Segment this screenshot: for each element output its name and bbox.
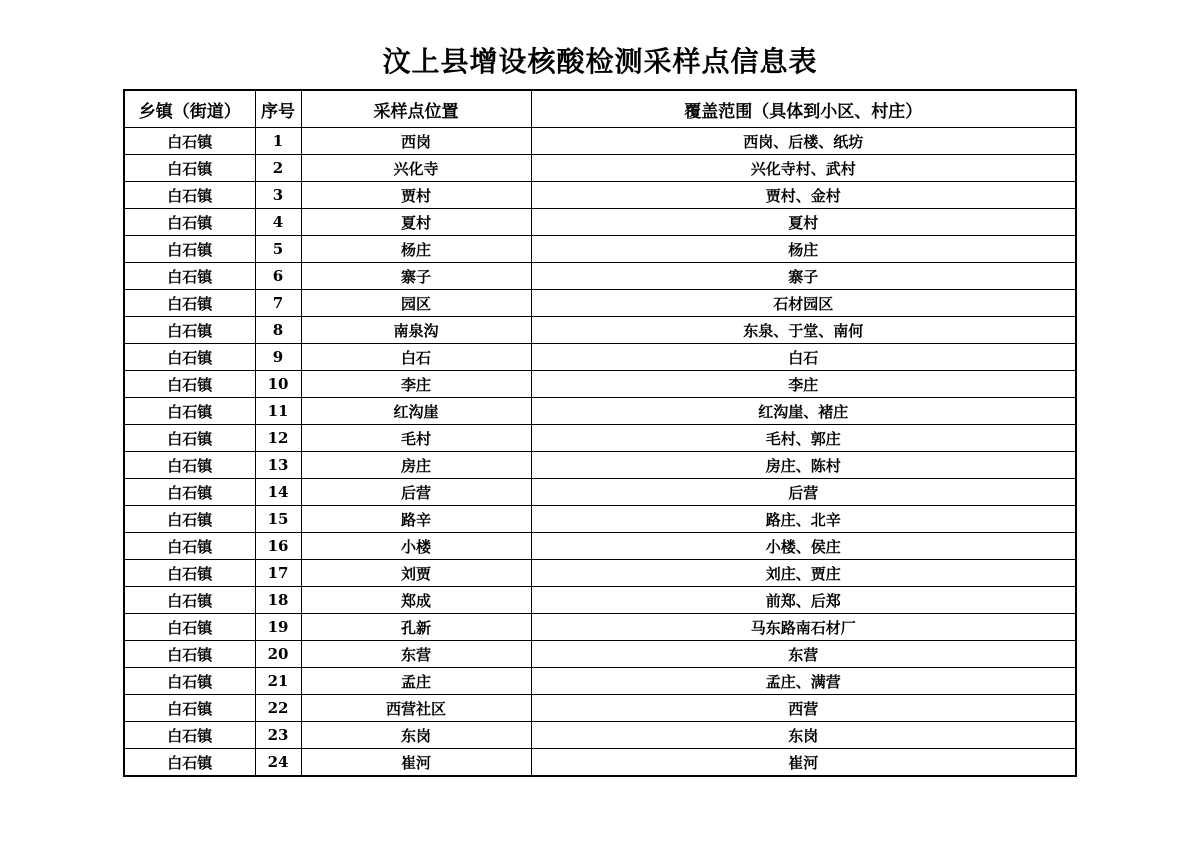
cell-town: 白石镇	[124, 722, 255, 749]
table-row	[124, 425, 1076, 452]
table-row	[124, 722, 1076, 749]
table-row	[124, 479, 1076, 506]
cell-coverage: 寨子	[531, 263, 1076, 290]
cell-town: 白石镇	[124, 371, 255, 398]
cell-site: 崔河	[301, 749, 531, 777]
table-row	[124, 695, 1076, 722]
cell-coverage: 前郑、后郑	[531, 587, 1076, 614]
header-coverage: 覆盖范围（具体到小区、村庄）	[531, 90, 1076, 128]
cell-number: 4	[255, 209, 301, 236]
table-row	[124, 452, 1076, 479]
cell-town: 白石镇	[124, 317, 255, 344]
cell-site: 园区	[301, 290, 531, 317]
cell-coverage: 白石	[531, 344, 1076, 371]
cell-coverage: 东泉、于堂、南何	[531, 317, 1076, 344]
cell-site: 寨子	[301, 263, 531, 290]
cell-coverage: 红沟崖、褚庄	[531, 398, 1076, 425]
cell-site: 孔新	[301, 614, 531, 641]
cell-town: 白石镇	[124, 587, 255, 614]
cell-site: 贾村	[301, 182, 531, 209]
cell-coverage: 房庄、陈村	[531, 452, 1076, 479]
table-row	[124, 317, 1076, 344]
cell-number: 24	[255, 749, 301, 777]
cell-site: 西岗	[301, 128, 531, 155]
table-row	[124, 587, 1076, 614]
cell-site: 兴化寺	[301, 155, 531, 182]
cell-number: 11	[255, 398, 301, 425]
cell-site: 后营	[301, 479, 531, 506]
cell-site: 西营社区	[301, 695, 531, 722]
cell-town: 白石镇	[124, 128, 255, 155]
cell-coverage: 东岗	[531, 722, 1076, 749]
table-row	[124, 641, 1076, 668]
cell-site: 白石	[301, 344, 531, 371]
cell-town: 白石镇	[124, 506, 255, 533]
table-row	[124, 236, 1076, 263]
cell-coverage: 毛村、郭庄	[531, 425, 1076, 452]
cell-town: 白石镇	[124, 344, 255, 371]
cell-coverage: 路庄、北辛	[531, 506, 1076, 533]
table-body	[124, 128, 1076, 777]
cell-site: 刘贾	[301, 560, 531, 587]
cell-coverage: 兴化寺村、武村	[531, 155, 1076, 182]
header-site: 采样点位置	[301, 90, 531, 128]
cell-coverage: 西营	[531, 695, 1076, 722]
cell-town: 白石镇	[124, 290, 255, 317]
cell-coverage: 西岗、后楼、纸坊	[531, 128, 1076, 155]
cell-town: 白石镇	[124, 533, 255, 560]
cell-coverage: 孟庄、满营	[531, 668, 1076, 695]
cell-coverage: 夏村	[531, 209, 1076, 236]
cell-site: 李庄	[301, 371, 531, 398]
cell-coverage: 刘庄、贾庄	[531, 560, 1076, 587]
cell-town: 白石镇	[124, 641, 255, 668]
cell-number: 14	[255, 479, 301, 506]
cell-town: 白石镇	[124, 749, 255, 777]
table-row	[124, 128, 1076, 155]
cell-number: 15	[255, 506, 301, 533]
cell-number: 7	[255, 290, 301, 317]
cell-town: 白石镇	[124, 479, 255, 506]
table-row	[124, 668, 1076, 695]
cell-site: 孟庄	[301, 668, 531, 695]
cell-site: 杨庄	[301, 236, 531, 263]
table-row	[124, 506, 1076, 533]
table-row	[124, 209, 1076, 236]
cell-town: 白石镇	[124, 452, 255, 479]
table-row	[124, 371, 1076, 398]
cell-town: 白石镇	[124, 236, 255, 263]
cell-number: 18	[255, 587, 301, 614]
table-row	[124, 263, 1076, 290]
cell-coverage: 马东路南石材厂	[531, 614, 1076, 641]
cell-coverage: 小楼、侯庄	[531, 533, 1076, 560]
cell-coverage: 杨庄	[531, 236, 1076, 263]
table-row	[124, 560, 1076, 587]
cell-site: 东营	[301, 641, 531, 668]
cell-number: 19	[255, 614, 301, 641]
cell-number: 8	[255, 317, 301, 344]
cell-coverage: 崔河	[531, 749, 1076, 777]
table-header-row	[124, 90, 1076, 128]
cell-coverage: 李庄	[531, 371, 1076, 398]
header-town: 乡镇（街道）	[124, 90, 255, 128]
cell-coverage: 东营	[531, 641, 1076, 668]
cell-town: 白石镇	[124, 425, 255, 452]
table-row	[124, 533, 1076, 560]
cell-number: 22	[255, 695, 301, 722]
cell-number: 1	[255, 128, 301, 155]
cell-number: 5	[255, 236, 301, 263]
table-row	[124, 614, 1076, 641]
cell-site: 房庄	[301, 452, 531, 479]
cell-site: 南泉沟	[301, 317, 531, 344]
cell-site: 夏村	[301, 209, 531, 236]
table-row	[124, 398, 1076, 425]
cell-town: 白石镇	[124, 398, 255, 425]
sampling-sites-table	[123, 89, 1077, 777]
cell-number: 6	[255, 263, 301, 290]
cell-town: 白石镇	[124, 263, 255, 290]
cell-number: 3	[255, 182, 301, 209]
cell-town: 白石镇	[124, 695, 255, 722]
cell-number: 16	[255, 533, 301, 560]
cell-site: 毛村	[301, 425, 531, 452]
cell-site: 东岗	[301, 722, 531, 749]
cell-number: 21	[255, 668, 301, 695]
cell-number: 12	[255, 425, 301, 452]
cell-site: 红沟崖	[301, 398, 531, 425]
table-row	[124, 749, 1076, 777]
cell-number: 9	[255, 344, 301, 371]
cell-number: 17	[255, 560, 301, 587]
cell-number: 2	[255, 155, 301, 182]
page-title: 汶上县增设核酸检测采样点信息表	[382, 45, 818, 78]
cell-number: 10	[255, 371, 301, 398]
cell-coverage: 后营	[531, 479, 1076, 506]
cell-number: 23	[255, 722, 301, 749]
table-row	[124, 290, 1076, 317]
cell-site: 小楼	[301, 533, 531, 560]
table-row	[124, 182, 1076, 209]
cell-town: 白石镇	[124, 155, 255, 182]
cell-town: 白石镇	[124, 182, 255, 209]
cell-number: 20	[255, 641, 301, 668]
cell-town: 白石镇	[124, 614, 255, 641]
cell-site: 郑成	[301, 587, 531, 614]
header-number: 序号	[255, 90, 301, 128]
cell-number: 13	[255, 452, 301, 479]
cell-town: 白石镇	[124, 209, 255, 236]
cell-site: 路辛	[301, 506, 531, 533]
cell-town: 白石镇	[124, 560, 255, 587]
table-row	[124, 344, 1076, 371]
cell-coverage: 贾村、金村	[531, 182, 1076, 209]
cell-coverage: 石材园区	[531, 290, 1076, 317]
cell-town: 白石镇	[124, 668, 255, 695]
table-row	[124, 155, 1076, 182]
